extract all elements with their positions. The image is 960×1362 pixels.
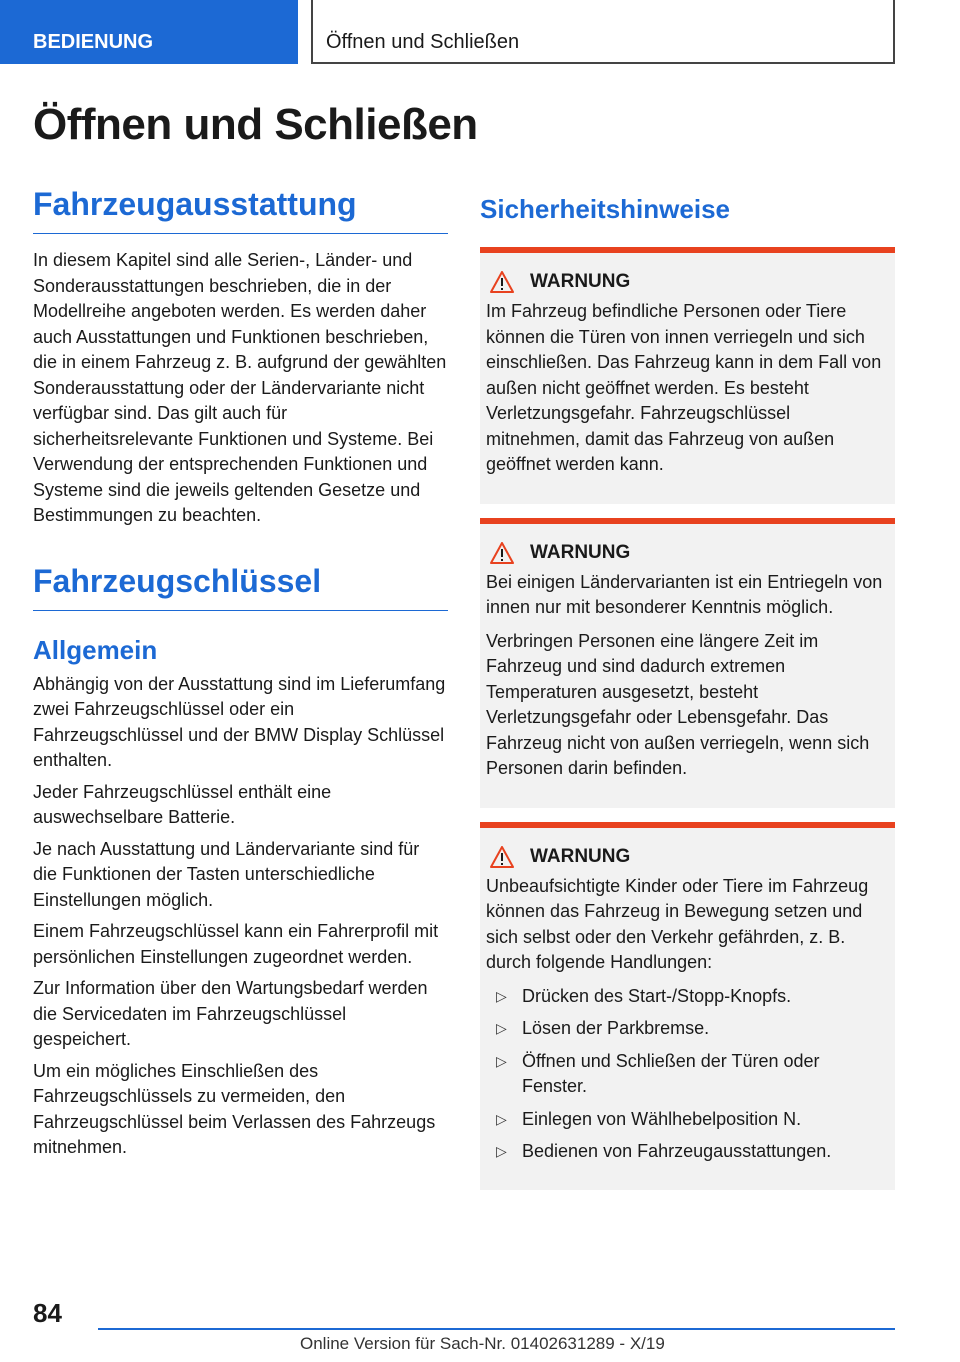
heading-fahrzeugschluessel: Fahrzeugschlüssel — [33, 563, 448, 611]
list-item-text: Einlegen von Wählhebelposition N. — [522, 1108, 802, 1129]
warning-box-2 — [480, 518, 895, 808]
warning-text: Unbeaufsichtigte Kinder oder Tiere im Fahrzeug können das Fahrzeug in Bewegung setzen und sich selbst oder den Verkehr gefährden, z. B. durch folgende Handlungen: — [486, 875, 869, 972]
warning-text: Bei einigen Ländervarianten ist ein Entriegeln von innen nur mit besonderer Kenntnis möglich. — [486, 571, 883, 617]
list-item — [486, 1107, 889, 1133]
list-item-text: Öffnen und Schließen der Türen oder Fenster. — [522, 1050, 820, 1096]
warning-label: WARNUNG — [530, 845, 631, 867]
warning-header — [490, 271, 889, 293]
paragraph-ausstattung: In diesem Kapitel sind alle Serien-, Länder- und Sonderausstattungen beschrieben, die in der Modellreihe angeboten werden. Es werden daher auch Ausstattungen und Funktionen beschrieben, die in einem Fahrzeug z. B. aufgrund der gewählten Sonderausstattung oder der Ländervariante nicht verfügbar sind. Das gilt auch für sicherheitsrelevante Funktionen und Systeme. Bei Verwendung der entsprechenden Funktionen und Systeme sind die jeweils geltenden Gesetze und Bestimmungen zu beachten. — [33, 250, 447, 525]
list-item-text: Lösen der Parkbremse. — [522, 1018, 710, 1038]
paragraph-5: Zur Information über den Wartungsbedarf werden die Servicedaten im Fahrzeugschlüssel gespeichert. — [33, 978, 428, 1049]
triangle-bullet-icon: ▷ — [496, 1020, 507, 1036]
right-column — [480, 186, 895, 1204]
triangle-bullet-icon: ▷ — [496, 987, 507, 1004]
heading-sicherheitshinweise: Sicherheitshinweise — [480, 194, 730, 224]
header-title: Öffnen und Schließen — [311, 0, 895, 64]
warning-triangle-icon — [490, 846, 514, 868]
footer-online-version: Online Version für Sach-Nr. 01402631289 - X/19 — [300, 1334, 665, 1353]
warning-box-1 — [480, 247, 895, 504]
triangle-bullet-icon: ▷ — [496, 1110, 507, 1127]
warning-text: Im Fahrzeug befindliche Personen oder Tiere können die Türen von innen verriegeln und sich einschließen. Das Fahrzeug kann in dem Fall von außen nicht geöffnet werden. Es besteht Verletzungsgefahr. Fahrzeugschlüssel mitnehmen, damit das Fahrzeug von außen geöffnet werden kann. — [486, 301, 882, 474]
triangle-bullet-icon: ▷ — [496, 1143, 507, 1159]
paragraph-1: Abhängig von der Ausstattung sind im Lieferumfang zwei Fahrzeugschlüssel oder ein Fahrzeugschlüssel und der BMW Display Schlüssel enthalten. — [33, 673, 446, 770]
left-column — [33, 186, 448, 1167]
warning-label: WARNUNG — [530, 271, 631, 292]
warning-header — [490, 846, 889, 868]
warning-box-3 — [480, 822, 895, 1190]
list-item — [486, 1049, 889, 1100]
warning-text: Verbringen Personen eine längere Zeit im Fahrzeug und sind dadurch extremen Temperaturen ausgesetzt, besteht Verletzungsgefahr oder Lebensgefahr. Das Fahrzeug nicht von außen verriegeln, wenn sich Personen darin befinden. — [486, 630, 870, 778]
paragraph-6: Um ein mögliches Einschließen des Fahrzeugschlüssels zu vermeiden, den Fahrzeugschlüssel beim Verlassen des Fahrzeugs mitnehmen. — [33, 1060, 436, 1157]
section-tab: BEDIENUNG — [0, 0, 298, 64]
warning-triangle-icon — [490, 542, 514, 564]
list-item — [486, 1139, 889, 1165]
warning-label: WARNUNG — [530, 541, 631, 563]
warning-triangle-icon — [490, 271, 514, 293]
triangle-bullet-icon: ▷ — [496, 1052, 507, 1069]
paragraph-2: Jeder Fahrzeugschlüssel enthält eine auswechselbare Batterie. — [33, 781, 332, 827]
bullet-list — [486, 984, 889, 1165]
list-item-text: Drücken des Start-/Stopp-Knopfs. — [522, 985, 792, 1006]
page-title: Öffnen und Schließen — [33, 100, 478, 149]
list-item — [486, 984, 889, 1010]
page-number: 84 — [33, 1298, 62, 1328]
paragraph-3: Je nach Ausstattung und Ländervariante sind für die Funktionen der Tasten unterschiedliche Einstellungen möglich. — [33, 838, 420, 910]
paragraph-4: Einem Fahrzeugschlüssel kann ein Fahrerprofil mit persönlichen Einstellungen zugeordnet werden. — [33, 921, 439, 967]
warning-header — [490, 542, 889, 564]
footer-divider — [98, 1328, 895, 1330]
heading-fahrzeugausstattung: Fahrzeugausstattung — [33, 186, 448, 234]
list-item-text: Bedienen von Fahrzeugausstattungen. — [522, 1141, 832, 1161]
heading-allgemein: Allgemein — [33, 634, 158, 665]
list-item — [486, 1016, 889, 1042]
